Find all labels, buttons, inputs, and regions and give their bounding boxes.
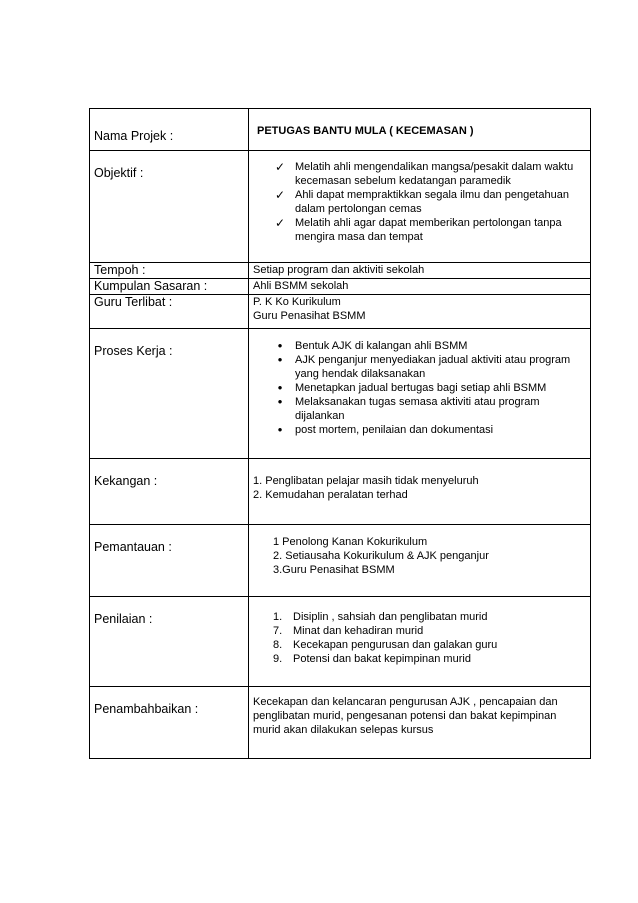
bullet-icon: • — [277, 380, 283, 395]
penilaian-number: 9. — [273, 653, 283, 665]
pemantauan-line-2: 2. Setiausaha Kokurikulum & AJK penganjur — [273, 550, 489, 562]
proses-text: post mortem, penilaian dan dokumentasi — [295, 424, 494, 436]
label-pemantauan: Pemantauan : — [94, 540, 172, 554]
label-penilaian: Penilaian : — [94, 612, 153, 626]
bullet-icon: • — [277, 338, 283, 353]
proses-text: Melaksanakan tugas semasa aktiviti atau program dijalankan — [295, 396, 540, 422]
bullet-icon: • — [277, 422, 283, 437]
label-guru-terlibat: Guru Terlibat : — [94, 295, 173, 309]
label-kekangan — [94, 459, 244, 488]
proses-text: AJK penganjur menyediakan jadual aktiviti atau program yang hendak dilaksanakan — [295, 354, 571, 380]
sasaran-value: Ahli BSMM sekolah — [253, 280, 349, 292]
penambahbaikan-value: Kecekapan dan kelancaran pengurusan AJK , pencapaian dan penglibatan murid, pengesanan potensi dan bakat kepimpinan murid akan dilakukan selepas kursus — [253, 696, 558, 736]
checkmark-icon: ✓ — [274, 188, 286, 202]
checkmark-icon: ✓ — [274, 160, 286, 174]
objektif-list — [253, 151, 586, 244]
project-title: PETUGAS BANTU MULA ( KECEMASAN ) — [257, 125, 474, 137]
proses-text: Bentuk AJK di kalangan ahli BSMM — [295, 340, 468, 352]
penilaian-text: Potensi dan bakat kepimpinan murid — [293, 653, 471, 665]
penilaian-text: Minat dan kehadiran murid — [293, 625, 424, 637]
penilaian-number: 7. — [273, 625, 283, 637]
penilaian-number: 8. — [273, 639, 283, 651]
kekangan-line-2: 2. Kemudahan peralatan terhad — [253, 489, 408, 501]
penilaian-item — [273, 652, 586, 666]
project-sheet — [89, 108, 591, 759]
row-kumpulan-sasaran — [90, 279, 591, 295]
row-penambahbaikan — [90, 687, 591, 759]
penilaian-number: 1. — [273, 611, 283, 623]
row-guru-terlibat — [90, 295, 591, 329]
kekangan-line-1: 1. Penglibatan pelajar masih tidak menyeluruh — [253, 475, 479, 487]
proses-text: Menetapkan jadual bertugas bagi setiap ahli BSMM — [295, 382, 547, 394]
penilaian-item — [273, 610, 586, 624]
proses-item — [253, 353, 586, 381]
penilaian-text: Kecekapan pengurusan dan galakan guru — [293, 639, 498, 651]
row-nama-projek — [90, 109, 591, 151]
bullet-icon: • — [277, 394, 283, 409]
row-objektif — [90, 151, 591, 263]
penilaian-list — [253, 597, 586, 666]
penilaian-item — [273, 624, 586, 638]
pemantauan-block — [253, 525, 586, 577]
bullet-icon: • — [277, 352, 283, 367]
pemantauan-line-3: 3.Guru Penasihat BSMM — [273, 564, 395, 576]
objektif-text: Melatih ahli mengendalikan mangsa/pesakit dalam waktu kecemasan sebelum kedatangan paramedik — [295, 161, 574, 187]
label-objektif: Objektif : — [94, 166, 144, 180]
objektif-item — [253, 216, 586, 244]
objektif-text: Ahli dapat mempraktikkan segala ilmu dan pengetahuan dalam pertolongan cemas — [295, 189, 569, 215]
guru-line-1: P. K Ko Kurikulum — [253, 296, 341, 308]
row-penilaian — [90, 597, 591, 687]
proses-item — [253, 339, 586, 353]
label-kumpulan-sasaran: Kumpulan Sasaran : — [94, 279, 208, 293]
row-proses-kerja — [90, 329, 591, 459]
proses-item — [253, 423, 586, 437]
label-nama-projek: Nama Projek : — [94, 129, 174, 143]
proses-item — [253, 395, 586, 423]
penilaian-text: Disiplin , sahsiah dan penglibatan murid — [293, 611, 488, 623]
checkmark-icon: ✓ — [274, 216, 286, 230]
row-pemantauan — [90, 525, 591, 597]
label-proses-kerja: Proses Kerja : — [94, 344, 173, 358]
label-penambahbaikan: Penambahbaikan : — [94, 702, 199, 716]
objektif-item — [253, 160, 586, 188]
pemantauan-line-1: 1 Penolong Kanan Kokurikulum — [273, 536, 428, 548]
objektif-text: Melatih ahli agar dapat memberikan pertolongan tanpa mengira masa dan tempat — [295, 217, 562, 243]
label-tempoh: Tempoh : — [94, 263, 146, 277]
row-tempoh — [90, 263, 591, 279]
proses-item — [253, 381, 586, 395]
project-table — [89, 108, 591, 759]
tempoh-value: Setiap program dan aktiviti sekolah — [253, 264, 425, 276]
objektif-item — [253, 188, 586, 216]
row-kekangan — [90, 459, 591, 525]
guru-line-2: Guru Penasihat BSMM — [253, 310, 366, 322]
kekangan-block — [253, 459, 586, 502]
proses-list — [253, 329, 586, 437]
penilaian-item — [273, 638, 586, 652]
label-kekangan-text: Kekangan : — [94, 474, 158, 488]
